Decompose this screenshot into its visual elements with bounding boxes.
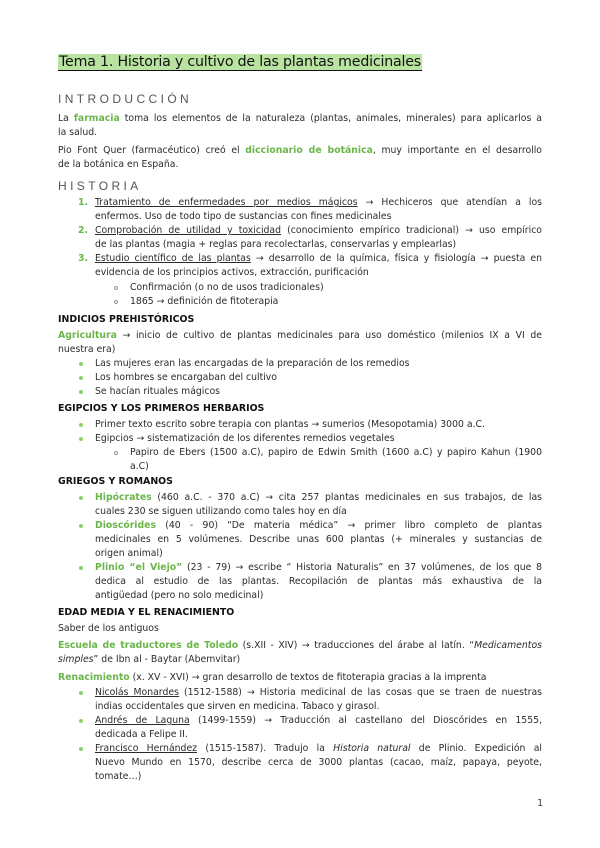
list-item: Se hacían rituales mágicos xyxy=(95,386,221,397)
hipocrates-line-2: cuales 230 se siguen utilizando como tales hoy en día xyxy=(95,506,347,517)
bullet-icon xyxy=(79,719,83,723)
prehist-paragraph-line-1: Agricultura → inicio de cultivo de plantas medicinales para uso doméstico (milenios IX a VI de xyxy=(58,330,542,341)
bullet-icon xyxy=(79,376,83,380)
list-item: Los hombres se encargaban del cultivo xyxy=(95,372,277,383)
dioscorides-line-2: medicinales en 5 volúmenes. Describe unas 600 plantas (+ minerales y sustancias de xyxy=(95,534,542,545)
sub-list-item: Confirmación (o no de usos tradicionales) xyxy=(130,282,324,293)
list-item-2-line-2: de las plantas (magia + reglas para recolectarlas, conservarlas y emplearlas) xyxy=(95,239,457,250)
monardes-line-1: Nicolás Monardes (1512-1588) → Historia medicinal de las cosas que se traen de nuestras xyxy=(95,687,542,698)
section-heading-introduccion: INTRODUCCIÓN xyxy=(58,92,193,106)
sub-list-item: 1865 → definición de fitoterapia xyxy=(130,296,279,307)
list-item: Egipcios → sistematización de los diferentes remedios vegetales xyxy=(95,433,395,444)
laguna-line-2: dedicada a Felipe II. xyxy=(95,729,188,740)
sub-list-item-line-2: a.C) xyxy=(130,461,149,472)
toledo-line-2: simples” de Ibn al - Baytar (Abemvitar) xyxy=(58,654,241,665)
plinio-line-3: antigüedad (pero no solo medicinal) xyxy=(95,590,264,601)
intro-paragraph-2-line-2: de la botánica en España. xyxy=(58,159,179,170)
bullet-icon xyxy=(79,437,83,441)
bullet-icon xyxy=(79,691,83,695)
toledo-line-1: Escuela de traductores de Toledo (s.XII - XIV) → traducciones del árabe al latín. “Medicamentos xyxy=(58,640,542,651)
list-number: 3. xyxy=(78,253,89,264)
section-heading-historia: HISTORIA xyxy=(58,179,142,193)
bullet-icon xyxy=(79,423,83,427)
hernandez-line-2: Nuevo Mundo en 1570, describe cerca de 3000 plantas (cacao, maíz, papaya, peyote, xyxy=(95,757,542,768)
bullet-icon xyxy=(79,747,83,751)
intro-paragraph-1-line-2: la salud. xyxy=(58,127,98,138)
intro-paragraph-2-line-1: Pio Font Quer (farmacéutico) creó el diccionario de botánica, muy importante en el desarrollo xyxy=(58,145,542,156)
dioscorides-line-1: Dioscórides (40 - 90) “De materia médica” → primer libro completo de plantas xyxy=(95,520,542,531)
list-item-1-line-1: Tratamiento de enfermedades por medios mágicos → Hechiceros que atendían a los xyxy=(95,197,543,208)
laguna-line-1: Andrés de Laguna (1499-1559) → Traducción al castellano del Dioscórides en 1555, xyxy=(95,715,542,726)
subheading-indicios-prehistoricos: INDICIOS PREHISTÓRICOS xyxy=(58,314,195,325)
dioscorides-line-3: origen animal) xyxy=(95,548,163,559)
bullet-icon xyxy=(79,390,83,394)
list-item-3-line-1: Estudio científico de las plantas → desarrollo de la química, física y fisiología → puesta en xyxy=(95,253,542,264)
page-number: 1 xyxy=(537,798,544,809)
hipocrates-line-1: Hipócrates (460 a.C. - 370 a.C) → cita 257 plantas medicinales en sus trabajos, de las xyxy=(95,492,542,503)
sub-bullet-icon xyxy=(114,286,118,290)
bullet-icon xyxy=(79,524,83,528)
page-title: Tema 1. Historia y cultivo de las plantas medicinales xyxy=(59,54,421,70)
list-item-2-line-1: Comprobación de utilidad y toxicidad (conocimiento empírico tradicional) → uso empírico xyxy=(95,225,542,236)
hernandez-line-3: tomate…) xyxy=(95,771,142,782)
list-item-3-line-2: evidencia de los principios activos, extracción, purificación xyxy=(95,267,369,278)
subheading-egipcios: EGIPCIOS Y LOS PRIMEROS HERBARIOS xyxy=(58,403,265,414)
bullet-icon xyxy=(79,566,83,570)
plinio-line-1: Plinio “el Viejo” (23 - 79) → escribe “ Historia Naturalis” en 37 volúmenes, de los que 8 xyxy=(95,562,542,573)
subheading-edad-media: EDAD MEDIA Y EL RENACIMIENTO xyxy=(58,607,235,618)
list-number: 2. xyxy=(78,225,89,236)
intro-paragraph-1-line-1: La farmacia toma los elementos de la naturaleza (plantas, animales, minerales) para aplicarlos a xyxy=(58,113,542,124)
sub-list-item-line-1: Papiro de Ebers (1500 a.C), papiro de Edwin Smith (1600 a.C) y papiro Kahun (1900 xyxy=(130,447,542,458)
bullet-icon xyxy=(79,496,83,500)
sub-bullet-icon xyxy=(114,451,118,455)
list-number: 1. xyxy=(78,197,89,208)
edad-subtitle: Saber de los antiguos xyxy=(58,623,159,634)
prehist-paragraph-line-2: nuestra era) xyxy=(58,344,116,355)
list-item: Las mujeres eran las encargadas de la preparación de los remedios xyxy=(95,358,410,369)
monardes-line-2: indias occidentales que sirven en medicina. Tabaco y girasol. xyxy=(95,701,380,712)
bullet-icon xyxy=(79,362,83,366)
list-item: Primer texto escrito sobre terapia con plantas → sumerios (Mesopotamia) 3000 a.C. xyxy=(95,419,485,430)
hernandez-line-1: Francisco Hernández (1515-1587). Tradujo la Historia natural de Plinio. Expedición al xyxy=(95,743,542,754)
subheading-griegos-romanos: GRIEGOS Y ROMANOS xyxy=(58,476,173,487)
renacimiento-line: Renacimiento (x. XV - XVI) → gran desarrollo de textos de fitoterapia gracias a la imprenta xyxy=(58,672,487,683)
plinio-line-2: dedica al estudio de las plantas. Recopilación de plantas más exhaustiva de la xyxy=(95,576,542,587)
list-item-1-line-2: enfermos. Uso de todo tipo de sustancias con fines medicinales xyxy=(95,211,392,222)
sub-bullet-icon xyxy=(114,300,118,304)
